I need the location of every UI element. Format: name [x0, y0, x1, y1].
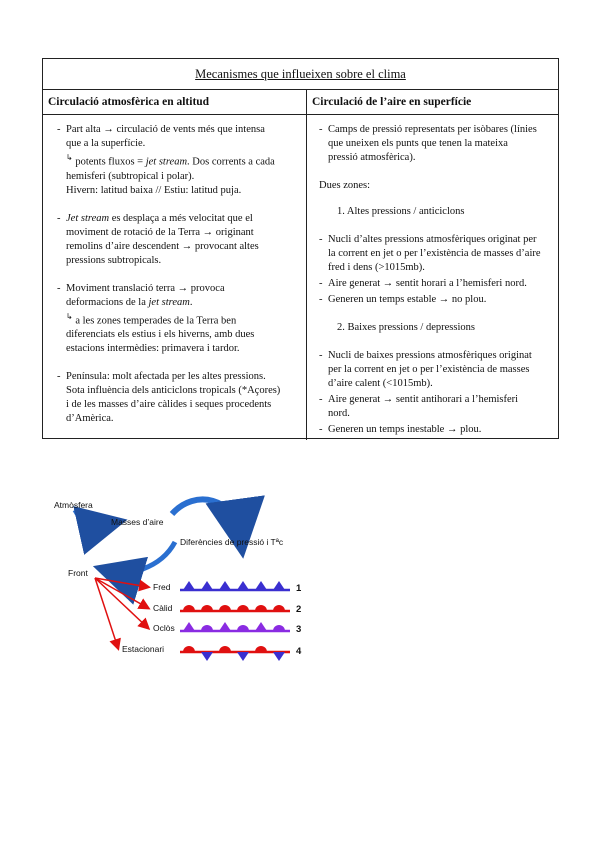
list-item: - Aire generat → sentit horari a l’hemisferi nord. [319, 278, 527, 289]
oclos-label: Oclòs [153, 623, 175, 633]
triangle-symbol [273, 581, 285, 590]
semicircle-symbol [201, 625, 213, 631]
triangle-symbol [219, 581, 231, 590]
front-label: Front [68, 568, 88, 578]
semicircle-symbol [237, 625, 249, 631]
semicircle-symbol [219, 605, 231, 611]
semicircle-symbol [201, 605, 213, 611]
list-item: - Generen un temps estable → no plou. [319, 294, 487, 305]
semicircle-symbol [255, 605, 267, 611]
sub-arrow-icon: ↳ [66, 153, 73, 162]
high-pressure-heading: 1. Altes pressions / anticiclons [337, 206, 465, 217]
triangle-symbol [201, 581, 213, 590]
table-body-row [43, 115, 558, 440]
triangle-symbol [237, 652, 249, 661]
triangle-symbol [183, 581, 195, 590]
list-item: - Jet stream es desplaça a més velocitat que el moviment de rotació de la Terra → originant remolins d’aire descendent → provocant altes pressions subtropicals. [57, 212, 259, 266]
list-item: - Península: molt afectada per les altes pressions. Sota influència dels anticiclons tropicals (*Açores) i de les masses d’aire càlides i seques procedents d’Amèrica. [57, 371, 281, 424]
diferencies-label: Diferències de pressió i Tªc [180, 537, 284, 547]
sub-arrow-icon: ↳ [66, 311, 73, 321]
triangle-symbol [201, 652, 213, 661]
warm-front-line [180, 605, 290, 611]
atmosfera-label: Atmòsfera [54, 500, 93, 510]
list-item: - Generen un temps inestable → plou. [319, 424, 482, 435]
number-4: 4 [296, 646, 302, 657]
list-item: - Nucli d’altes pressions atmosfèriques originat per la corrent en jet o per l’existència de masses d’aire fred i dens (>1015mb). [319, 234, 541, 273]
right-column-header: Circulació de l’aire en superfície [312, 96, 472, 108]
triangle-symbol [255, 622, 267, 631]
list-item: - Nucli de baixes pressions atmosfèriques originat per la corrent en jet o per l’existència de masses d’aire calent (<1015mb). [319, 350, 532, 389]
triangle-symbol [219, 622, 231, 631]
fronts-diagram [0, 480, 600, 700]
altitude-column [43, 115, 307, 440]
semicircle-symbol [273, 605, 285, 611]
semicircle-symbol [219, 646, 231, 652]
semicircle-symbol [183, 646, 195, 652]
atmosfera-arrow [75, 510, 108, 525]
semicircle-symbol [237, 605, 249, 611]
semicircle-symbol [273, 625, 285, 631]
table-title: Mecanismes que influeixen sobre el clima [195, 67, 406, 81]
left-column-header: Circulació atmosfèrica en altitud [43, 90, 307, 114]
number-2: 2 [296, 604, 302, 615]
low-pressure-heading: 2. Baixes pressions / depressions [337, 322, 475, 333]
climate-mechanisms-table [42, 58, 559, 439]
triangle-symbol [255, 581, 267, 590]
cold-front-line [180, 581, 290, 590]
masses-arrow [172, 499, 240, 535]
list-item: - Camps de pressió representats per isòbares (línies que uneixen els punts que tenen la mateixa pressió atmosfèrica). [319, 124, 537, 163]
triangle-symbol [183, 622, 195, 631]
estacionari-label: Estacionari [122, 644, 165, 654]
list-item: - Aire generat → sentit antihorari a l’hemisferi nord. [319, 394, 519, 419]
table-header-row [43, 90, 558, 115]
calid-label: Càlid [153, 603, 173, 613]
semicircle-symbol [183, 605, 195, 611]
two-zones-label: Dues zones: [319, 180, 371, 191]
triangle-symbol [273, 652, 285, 661]
surface-column [307, 115, 558, 440]
fred-label: Fred [153, 582, 171, 592]
masses-label: Masses d’aire [111, 517, 164, 527]
number-1: 1 [296, 583, 302, 594]
occluded-front-line [180, 622, 290, 631]
diferencies-arrow [112, 542, 175, 573]
semicircle-symbol [255, 646, 267, 652]
table-title-row [43, 59, 558, 90]
number-3: 3 [296, 624, 302, 635]
list-item: - Part alta → circulació de vents més que intensa que a la superfície. ↳ potents fluxos = jet stream. Dos corrents a cada hemisferi (subtropical i polar). Hivern: latitud baixa // Estiu: latitud puja. [57, 124, 275, 196]
triangle-symbol [237, 581, 249, 590]
stationary-front-line [180, 646, 290, 661]
list-item: - Moviment translació terra → provoca deformacions de la jet stream. ↳ a les zones temperades de la Terra ben diferenciats els estius i els hiverns, amb dues estacions intermèdies: primavera i tardor. [57, 282, 255, 354]
